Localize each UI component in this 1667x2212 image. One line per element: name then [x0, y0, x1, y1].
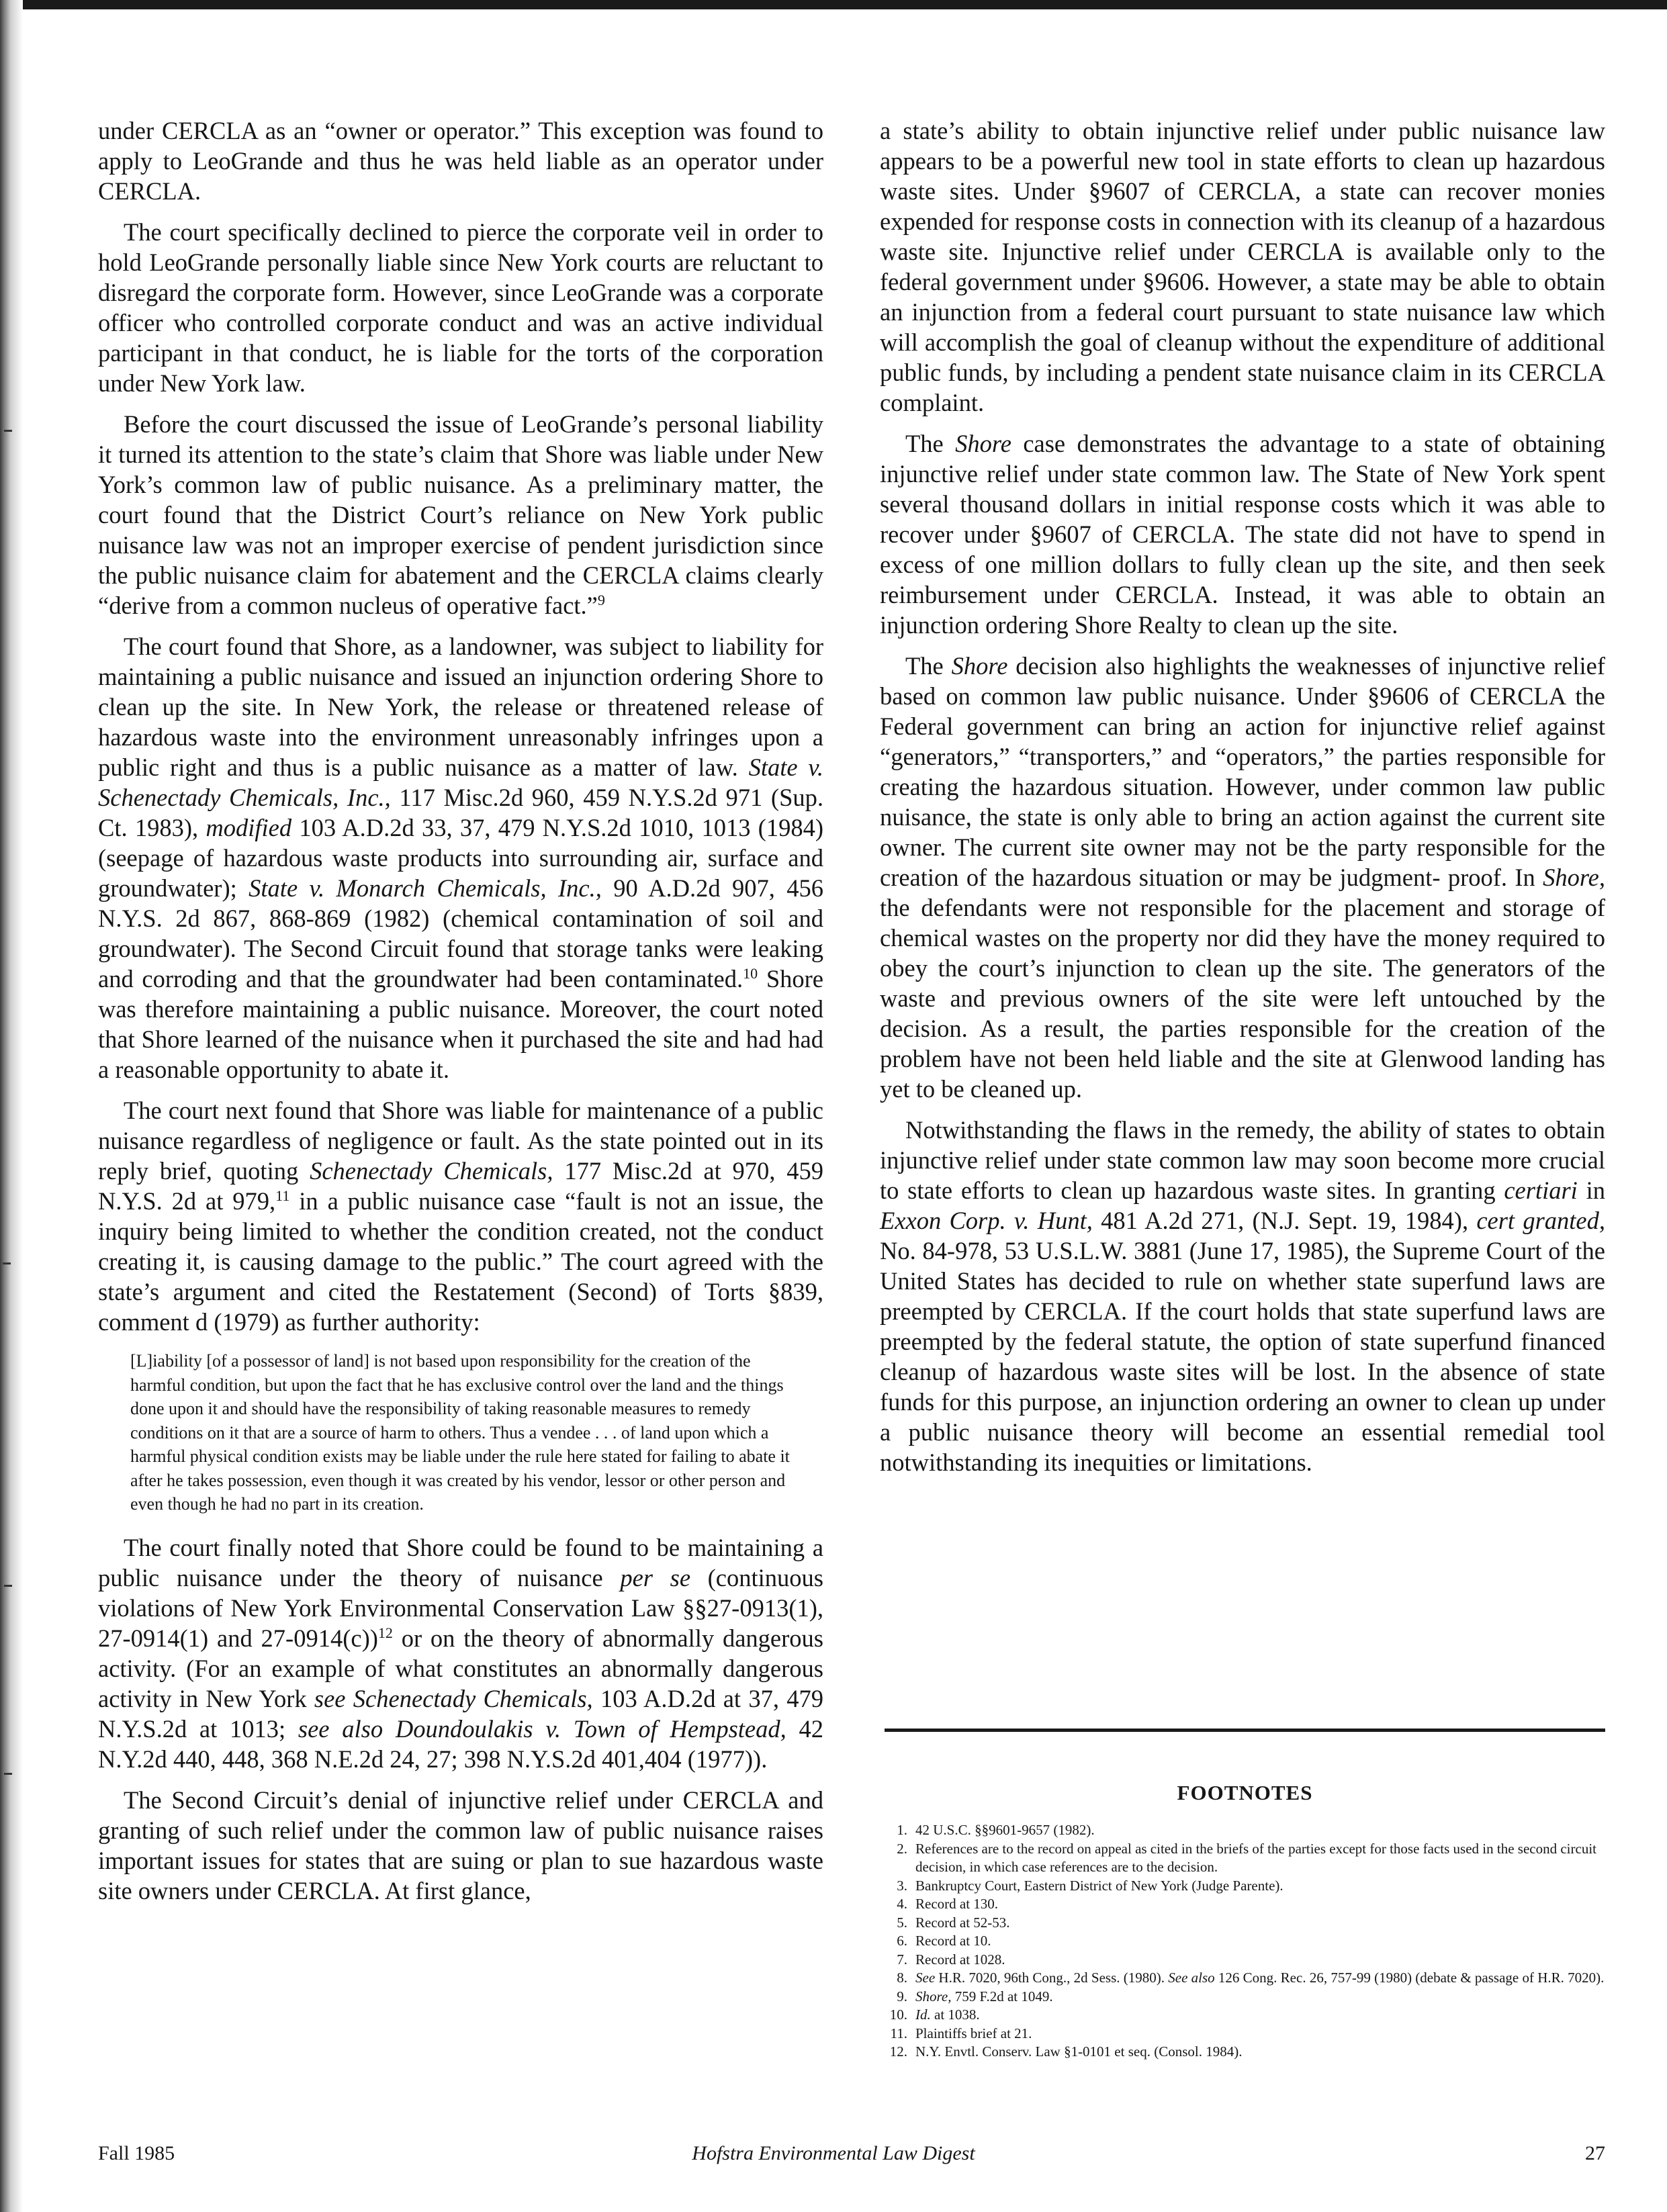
paragraph: The court next found that Shore was liable for maintenance of a public nuisance regardless of negligence or fault. As the state pointed out in its reply brief, quoting Schenectady Chemicals, 177 Misc.2d at 970, 459 N.Y.S. 2d at 979,11 in a public nuisance case “fault is not an issue, the inquiry being limited to whether the condition created, not the conduct creating it, is causing damage to the public.” The court agreed with the state’s argument and cited the Restatement (Second) of Torts §839, comment d (1979) as further authority: [98, 1097, 824, 1336]
footnote: 12. N.Y. Envtl. Conserv. Law §1-0101 et seq. (Consol. 1984). [889, 2043, 1243, 2060]
paragraph: a state’s ability to obtain injunctive relief under public nuisance law appears to be a powerful new tool in state efforts to clean up hazardous waste sites. Under §9607 of CERCLA, a state can recover monies expended for response costs in connection with its cleanup of a hazardous waste site. Injunctive relief under CERCLA is available only to the federal government under §9606. However, a state may be able to obtain an injunction from a federal court pursuant to state nuisance law which will accomplish the goal of cleanup without the expenditure of additional public funds, by including a pendent state nuisance claim in its CERCLA complaint. [880, 117, 1605, 416]
paragraph: The court finally noted that Shore could be found to be maintaining a public nuisance under the theory of nuisance per se (continuous violations of New York Environmental Conservation Law §§27-0913(1), 27-0914(1) and 27-0914(c))$^{12}$ or on the theory of abnormally dangerous activity. (For an example of what constitutes an abnormally dangerous activity in New York see Schenectady Chemicals, 103 A.D.2d at 37, 479 N.Y.S.2d at 1013; see also Doundoulakis v. Town of Hempstead, 42 N.Y.2d 440, 448, 368 N.E.2d 24, 27; 398 N.Y.S.2d 401,404 (1977)). [98, 1533, 824, 1773]
footnotes-list [885, 1821, 1605, 2062]
footnote: 1. 42 U.S.C. §§9601-9657 (1982). [897, 1822, 1095, 1838]
journal-title: Hofstra Environmental Law Digest [692, 2142, 975, 2164]
footnote: 7. Record at 1028. [897, 1951, 1005, 1968]
footnote: 9. Shore, 759 F.2d at 1049. [897, 1988, 1053, 2004]
margin-mark [4, 1773, 12, 1775]
footnote: 4. Record at 130. [897, 1896, 999, 1912]
case-citation: see also Doundoulakis v. Town of Hempstead, [298, 1714, 786, 1743]
footnote: 10. Id. at 1038. [889, 2007, 980, 2023]
paragraph: The Second Circuit’s denial of injunctive relief under CERCLA and granting of such relief under the common law of public nuisance raises important issues for states that are suing or plan to sue hazardous waste site owners under CERCLA. At first glance, [98, 1786, 823, 1904]
footnote: 11. Plaintiffs brief at 21. [890, 2025, 1032, 2041]
paragraph: Before the court discussed the issue of LeoGrande’s personal liability it turned its attention to the state’s claim that Shore was liable under New York’s common law of public nuisance. As a preliminary matter, the court found that the District Court’s reliance on New York public nuisance law was not an improper exercise of pendent jurisdiction since the public nuisance claim for abatement and the CERCLA claims clearly “derive from a common nucleus of operative fact.”$^9$ [98, 410, 823, 619]
paragraph: The Shore decision also highlights the weaknesses of injunctive relief based on common law public nuisance. Under §9606 of CERCLA the Federal government can bring an action for injunctive relief against “generators,” “transporters,” and “operators,” the parties responsible for creating the hazardous situation. However, under common law public nuisance, the state is only able to bring an action against the current site owner. The current site owner may not be the party responsible for the creation of the hazardous situation or may be judgment- proof. In Shore, the defendants were not responsible for the placement and storage of chemical wastes on the property nor did they have the money required to obey the court’s injunction to clean up the site. The generators of the waste and previous owners of the site were left untouched by the decision. As a result, the parties responsible for the creation of the problem have not been held liable and the site at Glenwood landing has yet to be cleaned up. [880, 652, 1605, 1103]
case-citation: see Schenectady Chemicals, [314, 1684, 593, 1712]
left-column [98, 116, 823, 1917]
right-column [880, 116, 1605, 1488]
page-number: 27 [1585, 2142, 1605, 2164]
block-quote: [L]iability [of a possessor of land] is not based upon responsibility for the creation of the harmful condition, but upon the fact that he has exclusive control over the land and the things done upon it and should have the responsibility of taking reasonable measures to remedy conditions on it that are a source of harm to others. Thus a vendee . . . of land upon which a harmful physical condition exists may be liable under the rule here stated for failing to abate it after he takes possession, even though it was created by his vendor, lessor or other person and even though he had no part in its creation. [130, 1351, 790, 1514]
footnote: 5. Record at 52-53. [897, 1914, 1010, 1931]
paragraph: The Shore case demonstrates the advantage to a state of obtaining injunctive relief under state common law. The State of New York spent several thousand dollars in initial response costs which it was able to recover under §9607 of CERCLA. The state did not have to spend in excess of one million dollars to fully clean up the site, and then seek reimbursement under CERCLA. Instead, it was able to obtain an injunction ordering Shore Realty to clean up the site. [880, 430, 1605, 639]
scan-top-edge [0, 0, 1667, 9]
footnote-ref[interactable]: 10 [743, 964, 758, 982]
case-citation: Exxon Corp. v. Hunt, [880, 1207, 1093, 1234]
issue-date: Fall 1985 [98, 2142, 175, 2164]
footnote-ref[interactable]: 9 [597, 591, 605, 608]
scan-binding-shadow [0, 0, 23, 2212]
case-citation: State v. Monarch Chemicals, Inc., [249, 874, 602, 902]
paragraph: The court found that Shore, as a landowner, was subject to liability for maintaining a public nuisance and issued an injunction ordering Shore to clean up the site. In New York, the release or threatened release of hazardous waste into the environment unreasonably infringes upon a public right and thus is a public nuisance as a matter of law. State v. Schenectady Chemicals, Inc., 117 Misc.2d 960, 459 N.Y.S.2d 971 (Sup. Ct. 1983), modified 103 A.D.2d 33, 37, 479 N.Y.S.2d 1010, 1013 (1984) (seepage of hazardous waste products into surrounding air, surface and groundwater); State v. Monarch Chemicals, Inc., 90 A.D.2d 907, 456 N.Y.S. 2d 867, 868-869 (1982) (chemical contamination of soil and groundwater). The Second Circuit found that storage tanks were leaking and corroding and that the groundwater had been contaminated.$^{10}$ Shore was therefore maintaining a public nuisance. Moreover, the court noted that Shore learned of the nuisance when it purchased the site and had had a reasonable opportunity to abate it. [98, 633, 824, 1083]
margin-mark [3, 1262, 11, 1264]
paragraph: under CERCLA as an “owner or operator.” This exception was found to apply to LeoGrande and thus he was held liable as an operator under CERCLA. [98, 117, 823, 205]
footnote: 8. See H.R. 7020, 96th Cong., 2d Sess. (1980). See also 126 Cong. Rec. 26, 757-99 (1980) (debate & passage of H.R. 7020). [897, 1970, 1605, 1986]
paragraph: Notwithstanding the flaws in the remedy, the ability of states to obtain injunctive relief under state common law may soon become more crucial to state efforts to clean up hazardous waste sites. In granting certiari in Exxon Corp. v. Hunt, 481 A.2d 271, (N.J. Sept. 19, 1984), cert granted, No. 84-978, 53 U.S.L.W. 3881 (June 17, 1985), the Supreme Court of the United States has decided to rule on whether state superfund laws are preempted by CERCLA. If the court holds that state superfund laws are preempted by the federal statute, the option of state superfund financed cleanup of hazardous waste sites will be lost. In the absence of state funds for this purpose, an injunction ordering an owner to clean up under a public nuisance theory will become an essential remedial tool notwithstanding its inequities or limitations. [880, 1116, 1605, 1476]
footnotes-divider [885, 1729, 1605, 1732]
margin-mark [4, 430, 12, 432]
paragraph: The court specifically declined to pierce the corporate veil in order to hold LeoGrande personally liable since New York courts are reluctant to disregard the corporate form. However, since LeoGrande was a corporate officer who controlled corporate conduct and was an active individual participant in that conduct, he is liable for the torts of the corporation under New York law. [98, 218, 823, 397]
footnote: 6. Record at 10. [897, 1933, 991, 1949]
margin-mark [4, 1585, 12, 1587]
footnote: 2. References are to the record on appeal as cited in the briefs of the parties except for those facts used in the second circuit decision, in which case references are to the decision. [897, 1840, 1596, 1875]
case-citation: State v. Schenectady Chemicals, Inc., [98, 753, 823, 811]
case-citation: Schenectady Chemicals, [310, 1157, 553, 1185]
footnote-ref[interactable]: 12 [377, 1624, 393, 1641]
footnote: 3. Bankruptcy Court, Eastern District of New York (Judge Parente). [897, 1877, 1283, 1894]
footnotes-title: FOOTNOTES [1177, 1781, 1313, 1804]
footnote-ref[interactable]: 11 [275, 1187, 290, 1204]
